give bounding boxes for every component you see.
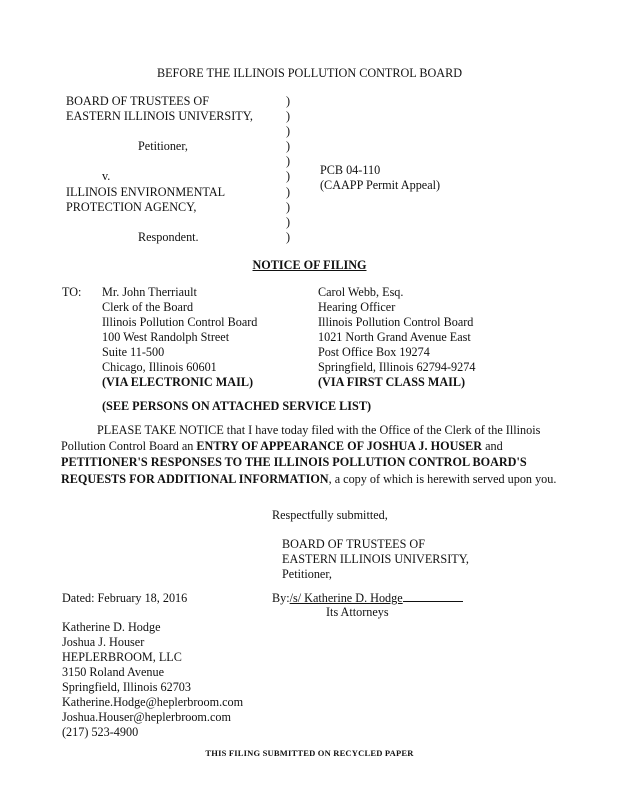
to-label: TO: [62,285,82,299]
paren: ) [286,184,291,199]
respondent-name-line-1: ILLINOIS ENVIRONMENTAL [66,185,226,199]
petitioner-role: Petitioner, [138,139,188,153]
respondent-role: Respondent. [138,230,199,244]
dated-line: Dated: February 18, 2016 [62,591,188,605]
paren: ) [286,139,291,154]
respondent-name-line-2: PROTECTION AGENCY, [66,200,197,214]
notice-title: NOTICE OF FILING [252,258,367,272]
recipient-line: Illinois Pollution Control Board [102,315,258,329]
caption-parentheses [286,94,296,245]
body-bold-responses: PETITIONER'S RESPONSES TO THE ILLINOIS POLLUTION CONTROL BOARD'S REQUESTS FOR ADDITIONAL INFORMATION [61,455,527,486]
case-type: (CAAPP Permit Appeal) [320,178,441,192]
paren: ) [286,154,291,169]
body-text: , a copy of which is herewith served upon you. [328,471,557,486]
recipient-line: 100 West Randolph Street [102,330,230,344]
service-list-note: (SEE PERSONS ON ATTACHED SERVICE LIST) [102,399,372,413]
recipient-clerk [102,285,257,390]
respectfully-submitted: Respectfully submitted, [272,508,388,522]
attorney-line: Joshua J. Houser [62,635,145,649]
recipient-line: Chicago, Illinois 60601 [102,360,217,374]
paren: ) [286,94,291,108]
signature-rule [403,601,463,602]
signing-party [282,537,469,582]
versus: v. [102,169,111,183]
signature: /s/ Katherine D. Hodge [289,591,403,605]
its-attorneys: Its Attorneys [326,605,389,619]
recipient-line: Suite 11-500 [102,345,165,359]
attorney-contact-block [62,620,243,740]
attorney-line: 3150 Roland Avenue [62,665,164,679]
petitioner-name-line-1: BOARD OF TRUSTEES OF [66,94,210,108]
court-header: BEFORE THE ILLINOIS POLLUTION CONTROL BOARD [156,66,462,80]
recipient-line: Carol Webb, Esq. [318,285,404,299]
recipient-line: Illinois Pollution Control Board [318,315,474,329]
recipient-line: Mr. John Therriault [102,285,197,299]
case-number: PCB 04-110 [320,163,381,177]
recipient-line: Hearing Officer [318,300,396,314]
attorney-line: Springfield, Illinois 62703 [62,680,191,694]
signature-line [272,591,463,606]
delivery-method: (VIA FIRST CLASS MAIL) [318,375,466,389]
body-text: PLEASE TAKE NOTICE that I have today filed with the Office of the Clerk of the Illinois Pollution Control Board an [61,423,541,454]
attorney-email: Katherine.Hodge@heplerbroom.com [62,695,244,709]
attorney-phone: (217) 523-4900 [62,725,139,739]
recipient-line: 1021 North Grand Avenue East [318,330,471,344]
recipient-line: Clerk of the Board [102,300,194,314]
recipient-line: Post Office Box 19274 [318,345,430,359]
party-line: EASTERN ILLINOIS UNIVERSITY, [282,552,469,566]
body-bold-entry: ENTRY OF APPEARANCE OF JOSHUA J. HOUSER [196,439,483,454]
notice-paragraph [61,422,561,487]
party-line: Petitioner, [282,567,332,581]
attorney-line: Katherine D. Hodge [62,620,161,634]
paren: ) [286,214,291,229]
delivery-method: (VIA ELECTRONIC MAIL) [102,375,254,389]
paren: ) [286,229,291,244]
body-text: and [482,439,503,454]
attorney-line: HEPLERBROOM, LLC [62,650,182,664]
party-line: BOARD OF TRUSTEES OF [282,537,426,551]
recipient-hearing-officer [318,285,475,390]
paren: ) [286,199,291,214]
attorney-email: Joshua.Houser@heplerbroom.com [62,710,231,724]
recipient-line: Springfield, Illinois 62794-9274 [318,360,476,374]
paren: ) [286,169,291,184]
paren: ) [286,124,291,139]
paren: ) [286,109,291,124]
petitioner-name-line-2: EASTERN ILLINOIS UNIVERSITY, [66,109,253,123]
by-label: By: [272,591,290,605]
recycled-paper-footer: THIS FILING SUBMITTED ON RECYCLED PAPER [205,748,414,758]
